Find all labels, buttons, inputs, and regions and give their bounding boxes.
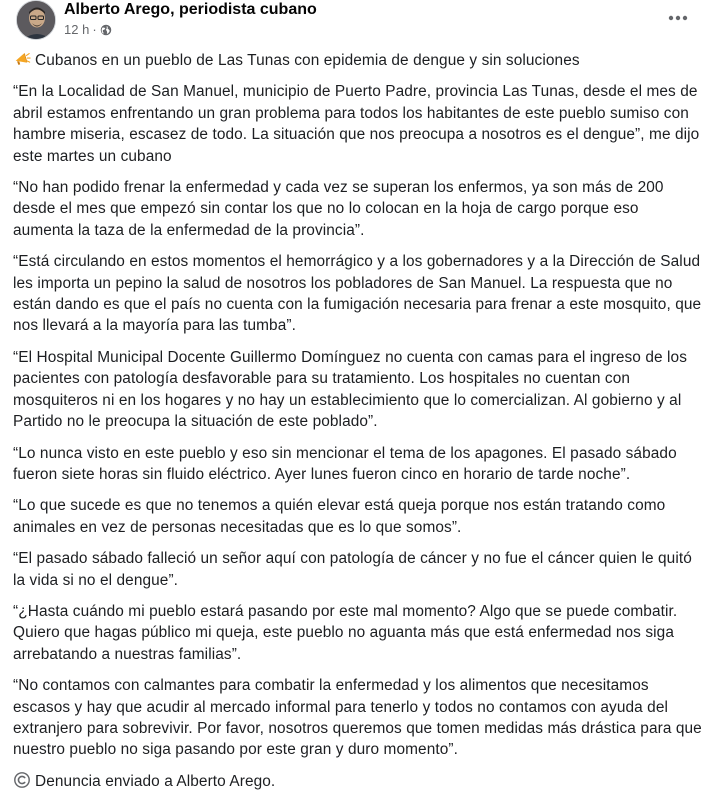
post-title: Cubanos en un pueblo de Las Tunas con epidemia de dengue y sin soluciones	[35, 52, 580, 69]
post-footer: Denuncia enviado a Alberto Arego.	[35, 772, 276, 790]
more-options-button[interactable]	[666, 6, 690, 30]
post-time[interactable]: 12 h	[64, 22, 90, 37]
globe-icon[interactable]	[100, 24, 112, 36]
post-paragraph-1: “En la Localidad de San Manuel, municipio de Puerto Padre, provincia Las Tunas, desde el mes de abril estamos enfrentando un gran problema para todos los habitantes de este pueblo sumiso con hambre miseria, escasez de todo. La situación que nos preocupa a nosotros es el dengue”, me dijo este martes un cubano	[13, 83, 700, 165]
post-title-line	[13, 50, 703, 71]
post-header	[16, 0, 698, 48]
post-paragraph-3: “Está circulando en estos momentos el hemorrágico y a los gobernadores y a la Dirección de Salud les importa un pepino la salud de nosotros los pobladores de San Manuel. La respuesta que no están dando es que el país no cuenta con la fumigación necesaria para frenar a este mosquito, que nos llevará a la mayoría para las tumba”.	[13, 253, 702, 335]
author-name[interactable]: Alberto Arego, periodista cubano	[64, 1, 317, 18]
post-paragraph-5: “Lo nunca visto en este pueblo y eso sin mencionar el tema de los apagones. El pasado sábado fueron siete horas sin fluido eléctrico. Ayer lunes fueron cinco en horario de tarde noche”.	[13, 444, 677, 483]
megaphone-icon	[13, 50, 31, 68]
more-options-icon	[668, 15, 688, 21]
post-paragraph-4: “El Hospital Municipal Docente Guillermo Domínguez no cuenta con camas para el ingreso de los pacientes con patología desfavorable para su tratamiento. Los hospitales no cuentan con mosquiteros ni en los hogares y no hay un establecimiento que lo comercializan. Al gobierno y al Partido no le preocupa la situación de este poblado”.	[13, 348, 687, 431]
post-body	[13, 50, 703, 802]
avatar-portrait-icon	[17, 1, 56, 40]
post-paragraph-6: “Lo que sucede es que no tenemos a quién elevar está queja porque nos están tratando como animales en vez de personas necesitadas que es lo que somos”.	[13, 497, 666, 536]
meta-separator: ·	[92, 22, 97, 37]
post-paragraph-8: “¿Hasta cuándo mi pueblo estará pasando por este mal momento? Algo que se puede combatir. Quiero que hagas público mi queja, este pueblo no aguanta más que está enfermedad nos siga arrebatando a nuestras familias”.	[13, 602, 678, 663]
post-paragraph-7: “El pasado sábado falleció un señor aquí con patología de cáncer y no fue el cáncer quien le quitó la vida si no el dengue”.	[13, 550, 692, 589]
post-paragraph-9: “No contamos con calmantes para combatir la enfermedad y los alimentos que necesitamos escasos y hay que acudir al mercado informal para tenerlo y todos no contamos con ayuda del extranjero para sobrevivir. Por favor, nosotros queremos que tomen medidas más drástica para que nuestro pueblo no siga pasando por este gran y duro momento”.	[13, 677, 702, 759]
author-avatar[interactable]	[16, 0, 56, 40]
copyright-icon	[13, 771, 31, 789]
post-paragraph-2: “No han podido frenar la enfermedad y cada vez se superan los enfermos, ya son más de 200 desde el mes que empezó sin contar los que no lo colocan en la hoja de cargo porque eso aumenta la taza de la enfermedad de la provincia”.	[13, 179, 664, 239]
post-footer-line	[13, 771, 703, 792]
post-meta	[64, 22, 112, 37]
